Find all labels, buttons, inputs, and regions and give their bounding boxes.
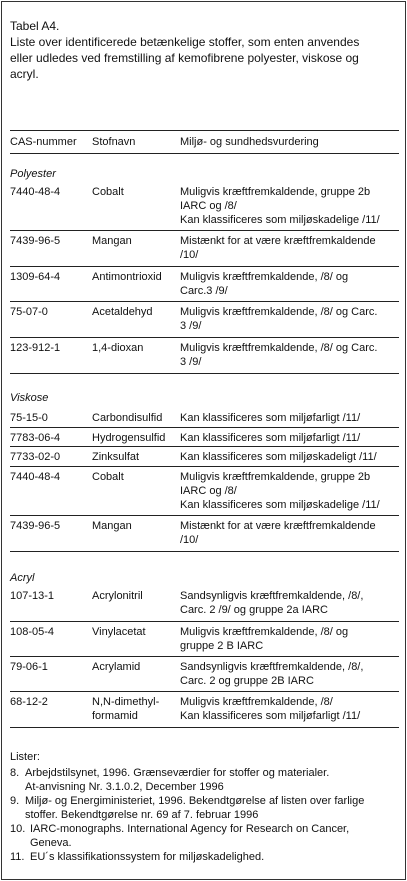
table-row xyxy=(10,182,399,231)
table-row xyxy=(10,428,399,447)
evaluation xyxy=(180,660,399,688)
evaluation xyxy=(180,305,399,333)
substance-name: Mangan xyxy=(92,235,132,247)
reference-notes xyxy=(10,750,400,864)
evaluation xyxy=(180,450,399,464)
cas-number: 107-13-1 xyxy=(10,590,55,602)
cas-number: 1309-64-4 xyxy=(10,271,61,283)
note-line: stoffer. Bekendtgørelse nr. 69 af 7. februar 1996 xyxy=(25,809,259,821)
evaluation-line: Mistænkt for at være kræftfremkaldende xyxy=(180,235,376,247)
evaluation-line: IARC og /8/ xyxy=(180,200,237,212)
evaluation-line: 3 /9/ xyxy=(180,356,202,368)
note-number: 8. xyxy=(10,767,20,779)
evaluation-line: Muligvis kræftfremkaldende, gruppe 2b xyxy=(180,471,371,483)
substance-name: Vinylacetat xyxy=(92,626,146,638)
note-number: 9. xyxy=(10,795,20,807)
evaluation-line: 3 /9/ xyxy=(180,320,202,332)
note-item xyxy=(10,850,400,864)
substance-name: Acrylonitril xyxy=(92,590,143,602)
section-title-polyester: Polyester xyxy=(10,168,56,180)
table-row xyxy=(10,586,399,622)
table-row xyxy=(10,408,399,428)
note-line: IARC-monographs. International Agency for Research on Cancer, xyxy=(30,823,350,835)
header-name: Stofnavn xyxy=(92,136,136,148)
substance-name: Antimontrioxid xyxy=(92,271,162,283)
note-item xyxy=(10,766,400,794)
evaluation xyxy=(180,234,399,262)
header-cas: CAS-nummer xyxy=(10,136,77,148)
evaluation-line: Sandsynligvis kræftfremkaldende, /8/, xyxy=(180,661,364,673)
table-row xyxy=(10,447,399,467)
evaluation-line: Kan klassificeres som miljøskadeligt /11/ xyxy=(180,451,377,463)
table-row xyxy=(10,338,399,374)
cas-number: 75-07-0 xyxy=(10,306,48,318)
evaluation-line: Kan klassificeres som miljøfarligt /11/ xyxy=(180,412,361,424)
substance-name: 1,4-dioxan xyxy=(92,342,144,354)
evaluation-line: IARC og /8/ xyxy=(180,485,237,497)
evaluation xyxy=(180,470,399,512)
cas-number: 7440-48-4 xyxy=(10,471,61,483)
evaluation xyxy=(180,411,399,425)
evaluation xyxy=(180,185,399,227)
evaluation-line: gruppe 2 B IARC xyxy=(180,640,264,652)
note-line: Geneva. xyxy=(30,837,72,849)
cas-number: 68-12-2 xyxy=(10,696,48,708)
evaluation xyxy=(180,695,399,723)
table-row xyxy=(10,622,399,657)
caption-line-1: Liste over identificerede betænkelige stoffer, som enten anvendes xyxy=(10,35,360,49)
table-row xyxy=(10,302,399,338)
evaluation-line: Muligvis kræftfremkaldende, /8/ og Carc. xyxy=(180,342,378,354)
evaluation-line: Muligvis kræftfremkaldende, /8/ og Carc. xyxy=(180,306,378,318)
substance-name-line: formamid xyxy=(92,710,138,722)
note-number: 11. xyxy=(10,851,25,863)
table-caption xyxy=(10,18,400,82)
note-line: Arbejdstilsynet, 1996. Grænseværdier for stoffer og materialer. xyxy=(25,767,330,779)
cas-number: 7440-48-4 xyxy=(10,186,61,198)
cas-number: 7439-96-5 xyxy=(10,520,61,532)
section-title-acryl: Acryl xyxy=(10,572,35,584)
note-text xyxy=(25,794,400,822)
notes-heading: Lister: xyxy=(10,751,40,763)
evaluation xyxy=(180,625,399,653)
note-text xyxy=(30,822,400,850)
note-line: Miljø- og Energiministeriet, 1996. Bekendtgørelse af listen over farlige xyxy=(25,795,365,807)
note-text xyxy=(30,850,400,864)
evaluation xyxy=(180,270,399,298)
evaluation xyxy=(180,341,399,369)
substance-name xyxy=(92,695,180,723)
evaluation-line: Muligvis kræftfremkaldende, gruppe 2b xyxy=(180,186,371,198)
evaluation-line: Muligvis kræftfremkaldende, /8/ og xyxy=(180,271,349,283)
table-title: Tabel A4. xyxy=(10,19,60,33)
cas-number: 7783-06-4 xyxy=(10,432,61,444)
substance-name: Cobalt xyxy=(92,186,124,198)
cas-number: 7733-02-0 xyxy=(10,451,61,463)
substance-name: Hydrogensulfid xyxy=(92,432,166,444)
evaluation-line: Carc. 2 /9/ og gruppe 2a IARC xyxy=(180,604,328,616)
evaluation-line: Muligvis kræftfremkaldende, /8/ xyxy=(180,696,333,708)
cas-number: 108-05-4 xyxy=(10,626,55,638)
header-eval: Miljø- og sundhedsvurdering xyxy=(180,136,319,148)
substance-name-line: N,N-dimethyl- xyxy=(92,696,160,708)
table-row xyxy=(10,692,399,728)
evaluation-line: Carc. 2 og gruppe 2B IARC xyxy=(180,675,314,687)
evaluation xyxy=(180,589,399,617)
substance-name: Acrylamid xyxy=(92,661,141,673)
evaluation-line: Muligvis kræftfremkaldende, /8/ og xyxy=(180,626,349,638)
table-row xyxy=(10,657,399,692)
table-row xyxy=(10,467,399,516)
table-header xyxy=(10,130,399,154)
evaluation-line: Kan klassificeres som miljøfarligt /11/ xyxy=(180,432,361,444)
table-row xyxy=(10,231,399,267)
caption-line-2: eller udledes ved fremstilling af kemofibrene polyester, viskose og xyxy=(10,51,359,65)
note-line: EU´s klassifikationssystem for miljøskadelighed. xyxy=(30,851,265,863)
note-item xyxy=(10,794,400,822)
substance-name: Cobalt xyxy=(92,471,124,483)
substance-name: Zinksulfat xyxy=(92,451,140,463)
evaluation-line: Carc.3 /9/ xyxy=(180,285,228,297)
evaluation-line: Kan klassificeres som miljøskadelige /11/ xyxy=(180,214,380,226)
evaluation-line: Mistænkt for at være kræftfremkaldende xyxy=(180,520,376,532)
evaluation-line: /10/ xyxy=(180,534,199,546)
table-row xyxy=(10,516,399,552)
evaluation-line: Kan klassificeres som miljøfarligt /11/ xyxy=(180,710,361,722)
note-text xyxy=(25,766,400,794)
evaluation xyxy=(180,431,399,445)
evaluation-line: /10/ xyxy=(180,249,199,261)
cas-number: 123-912-1 xyxy=(10,342,61,354)
note-line: At-anvisning Nr. 3.1.0.2, December 1996 xyxy=(25,781,224,793)
evaluation-line: Kan klassificeres som miljøskadelige /11/ xyxy=(180,499,380,511)
evaluation xyxy=(180,519,399,547)
note-number: 10. xyxy=(10,823,26,835)
substance-name: Mangan xyxy=(92,520,132,532)
note-item xyxy=(10,822,400,850)
cas-number: 7439-96-5 xyxy=(10,235,61,247)
substance-name: Carbondisulfid xyxy=(92,412,163,424)
substance-name: Acetaldehyd xyxy=(92,306,153,318)
cas-number: 79-06-1 xyxy=(10,661,48,673)
caption-line-3: acryl. xyxy=(10,67,39,81)
cas-number: 75-15-0 xyxy=(10,412,48,424)
table-row xyxy=(10,267,399,302)
section-title-viskose: Viskose xyxy=(10,392,49,404)
evaluation-line: Sandsynligvis kræftfremkaldende, /8/, xyxy=(180,590,364,602)
